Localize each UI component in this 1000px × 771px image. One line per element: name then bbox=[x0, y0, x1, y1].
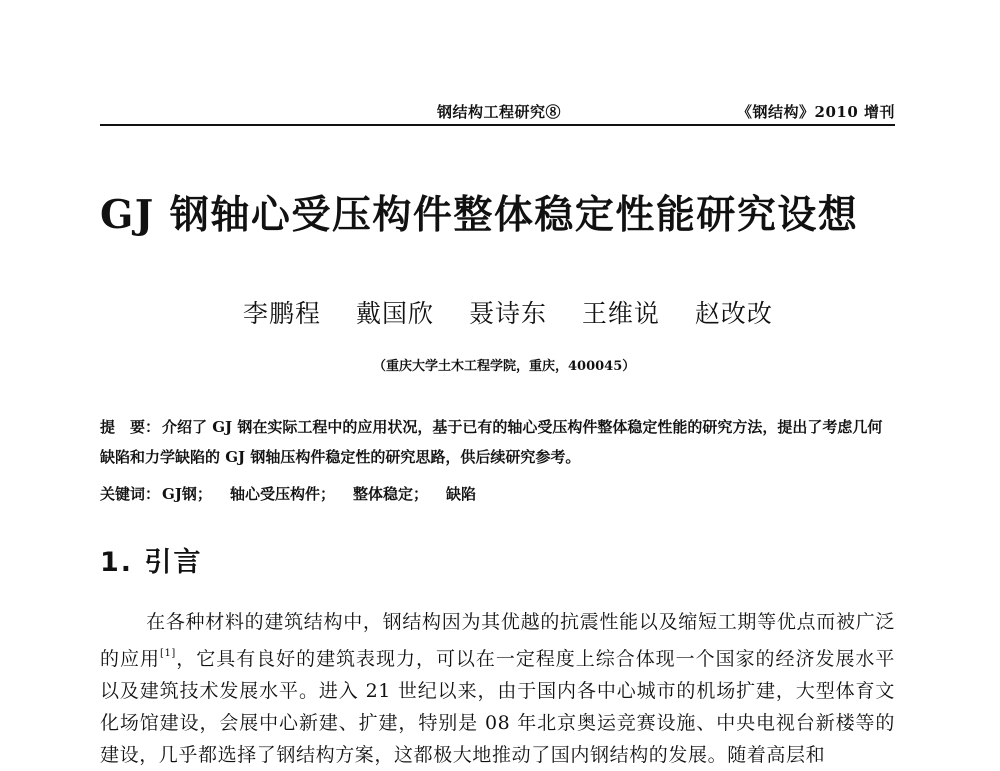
author-name: 聂诗东 bbox=[468, 299, 547, 328]
author-name: 戴国欣 bbox=[355, 299, 434, 328]
paragraph-text-continued: ，它具有良好的建筑表现力，可以在一定程度上综合体现一个国家的经济发展水平以及建筑技术发展水平。进入 21 世纪以来，由于国内各中心城市的机场扩建，大型体育文化场馆建设，会展中心新建、扩建，特别是 08 年北京奥运竞赛设施、中央电视台新楼等的建设，几乎都选择了钢结构方案，这都极大地推动了国内钢结构的发展。随着高层和 bbox=[100, 648, 895, 766]
paragraph-text: 在各种材料的建筑结构中，钢结构因为其优越的抗震性能以及缩短工期等优点而被广泛的应用 bbox=[100, 611, 895, 670]
series-label: 钢结构工程研究⑧ bbox=[437, 103, 562, 121]
author-name: 王维说 bbox=[581, 299, 660, 328]
body-paragraph bbox=[100, 606, 895, 771]
section-heading: 1. 引言 bbox=[100, 547, 203, 578]
abstract-label: 提 要： bbox=[100, 418, 161, 436]
abstract bbox=[100, 412, 895, 472]
keyword: 整体稳定； bbox=[352, 485, 428, 503]
affiliation: （重庆大学土木工程学院，重庆，400045） bbox=[373, 359, 636, 374]
citation-ref[interactable]: [1] bbox=[159, 648, 176, 659]
keyword: 缺陷 bbox=[445, 485, 476, 503]
journal-label: 《钢结构》2010 增刊 bbox=[737, 103, 895, 121]
keywords bbox=[100, 483, 494, 504]
author-list bbox=[243, 294, 773, 330]
author-name: 赵改改 bbox=[694, 299, 773, 328]
keywords-label: 关键词： bbox=[100, 485, 161, 503]
keyword: GJ钢； bbox=[162, 485, 212, 503]
abstract-text: 介绍了 GJ 钢在实际工程中的应用状况，基于已有的轴心受压构件整体稳定性能的研究方法，提出了考虑几何缺陷和力学缺陷的 GJ 钢轴压构件稳定性的研究思路，供后续研究参考。 bbox=[100, 418, 883, 466]
paper-title: GJ 钢轴心受压构件整体稳定性能研究设想 bbox=[100, 192, 859, 238]
author-name: 李鹏程 bbox=[243, 299, 322, 328]
running-header bbox=[100, 98, 895, 126]
keyword: 轴心受压构件； bbox=[229, 485, 335, 503]
